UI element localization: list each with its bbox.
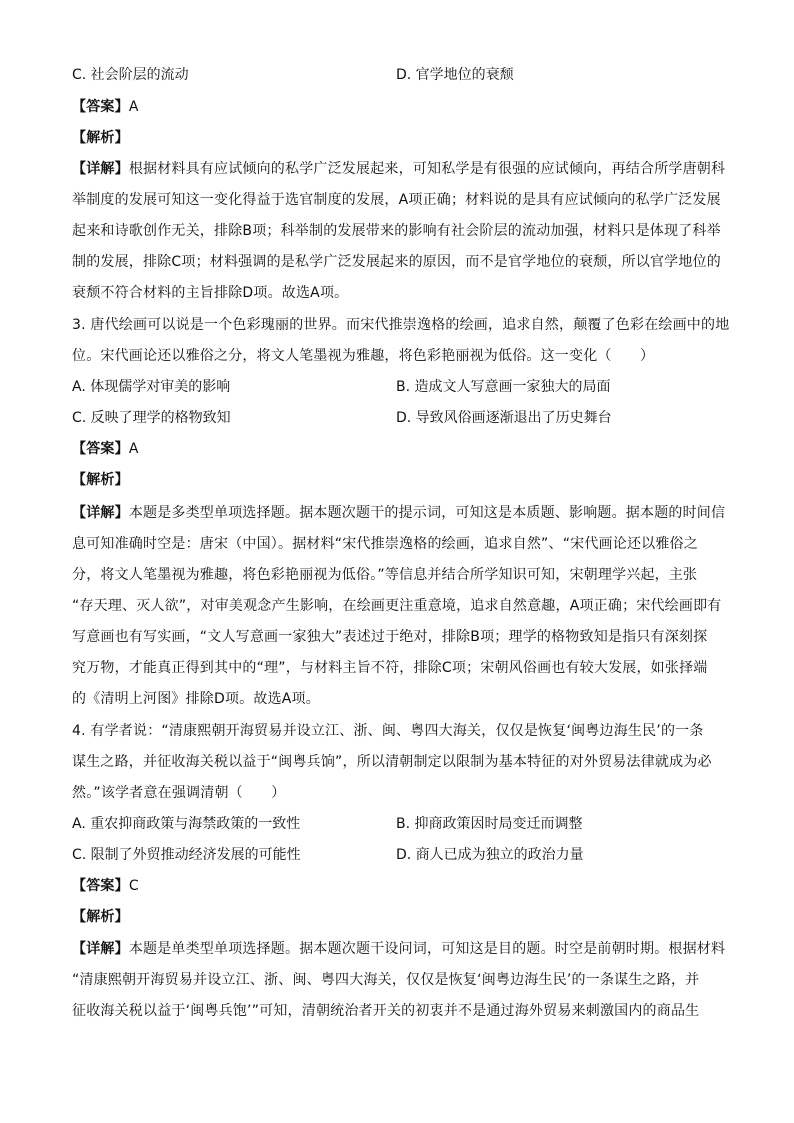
detail-label: 【详解】 [72, 941, 129, 957]
q4-detail-line-3: 征收海关税以益于‘闽粤兵饱’”可知，清朝统治者开关的初衷并不是通过海外贸易来刺激国内的商品生 [72, 1003, 700, 1019]
q3-option-d: D. 导致风俗画逐渐退出了历史舞台 [396, 410, 612, 426]
q3-option-b: B. 造成文人写意画一家独大的局面 [396, 379, 611, 395]
q4-stem-line-1: 4. 有学者说：“清康熙朝开海贸易并设立江、浙、闽、粤四大海关，仅仅是恢复‘闽粤边海生民’的一条 [72, 723, 704, 739]
q3-detail-line-4: “存天理、灭人欲”，对审美观念产生影响，在绘画更注重意境，追求自然意趣，A项正确；宋代绘画即有 [72, 598, 722, 614]
q4-option-b: B. 抑商政策因时局变迁而调整 [396, 816, 583, 832]
q2-detail-line-3: 起来和诗歌创作无关，排除B项；科举制的发展带来的影响有社会阶层的流动加强，材料只是体现了科举 [72, 223, 721, 239]
q4-option-d: D. 商人已成为独立的政治力量 [396, 847, 584, 863]
q3-detail-line-3: 分，将文人笔墨视为雅趣，将色彩艳丽视为低俗。”等信息并结合所学知识可知，宋朝理学兴起，主张 [72, 567, 698, 583]
q2-detail-line-5: 衰颓不符合材料的主旨排除D项。故选A项。 [72, 285, 349, 301]
answer-label: 【答案】 [72, 441, 129, 457]
q3-detail-line-6: 究万物，才能真正得到其中的“理”，与材料主旨不符，排除C项；宋朝风俗画也有较大发展，如张择端 [72, 660, 708, 676]
q4-detail-line-1: 【详解】本题是单类型单项选择题。据本题次题干设问词，可知这是目的题。时空是前朝时期。根据材料 [72, 941, 726, 957]
q3-option-a: A. 体现儒学对审美的影响 [72, 379, 231, 395]
q2-answer [72, 92, 139, 123]
q2-option-d: D. 官学地位的衰颓 [396, 67, 514, 83]
q4-answer [72, 871, 139, 902]
answer-label: 【答案】 [72, 878, 129, 894]
q4-stem-line-2: 谋生之路，并征收海关税以益于“闽粤兵饷”，所以清朝制定以限制为基本特征的对外贸易法律就成为必 [72, 754, 712, 770]
detail-label: 【详解】 [72, 505, 129, 521]
answer-value: A [128, 441, 139, 457]
q2-detail-line-2: 举制度的发展可知这一变化得益于选官制度的发展，A项正确；材料说的是具有应试倾向的私学广泛发展 [72, 192, 721, 208]
q2-option-c: C. 社会阶层的流动 [72, 67, 189, 83]
answer-value: A [128, 99, 139, 115]
q4-option-a: A. 重农抑商政策与海禁政策的一致性 [72, 816, 301, 832]
q4-detail-line-2: “清康熙朝开海贸易并设立江、浙、闽、粤四大海关，仅仅是恢复‘闽粤边海生民’的一条谋生之路，并 [72, 972, 700, 988]
q3-option-c: C. 反映了理学的格物致知 [72, 410, 231, 426]
q4-option-c: C. 限制了外贸推动经济发展的可能性 [72, 847, 301, 863]
q3-stem-line-2: 位。宋代画论还以雅俗之分，将文人笔墨视为雅趣，将色彩艳丽视为低俗。这一变化（ ） [72, 348, 655, 364]
q2-analysis-label: 【解析】 [72, 130, 129, 146]
q3-detail-line-5: 写意画也有写实画，“文人写意画一家独大”表述过于绝对，排除B项；理学的格物致知是指只有深刻探 [72, 629, 708, 645]
q3-analysis-label: 【解析】 [72, 472, 129, 488]
q3-stem-line-1: 3. 唐代绘画可以说是一个色彩瑰丽的世界。而宋代推崇逸格的绘画，追求自然，颠覆了色彩在绘画中的地 [72, 317, 730, 333]
q3-detail-line-2: 息可知准确时空是：唐宋（中国）。据材料“宋代推崇逸格的绘画，追求自然”、“宋代画论还以雅俗之 [72, 536, 698, 552]
answer-value: C [128, 878, 139, 894]
detail-label: 【详解】 [72, 161, 129, 177]
q3-detail-line-1: 【详解】本题是多类型单项选择题。据本题次题干的提示词，可知这是本质题、影响题。据本题的时间信 [72, 505, 726, 521]
q3-detail-line-7: 的《清明上河图》排除D项。故选A项。 [72, 691, 320, 707]
q2-detail-line-4: 制的发展，排除C项；材料强调的是私学广泛发展起来的原因，而不是官学地位的衰颓，所以官学地位的 [72, 254, 721, 270]
q4-stem-line-3: 然。”该学者意在强调清朝（ ） [72, 785, 286, 801]
answer-label: 【答案】 [72, 99, 129, 115]
q4-analysis-label: 【解析】 [72, 909, 129, 925]
q2-detail-line-1: 【详解】根据材料具有应试倾向的私学广泛发展起来，可知私学是有很强的应试倾向，再结合所学唐朝科 [72, 161, 726, 177]
q3-answer [72, 434, 139, 465]
